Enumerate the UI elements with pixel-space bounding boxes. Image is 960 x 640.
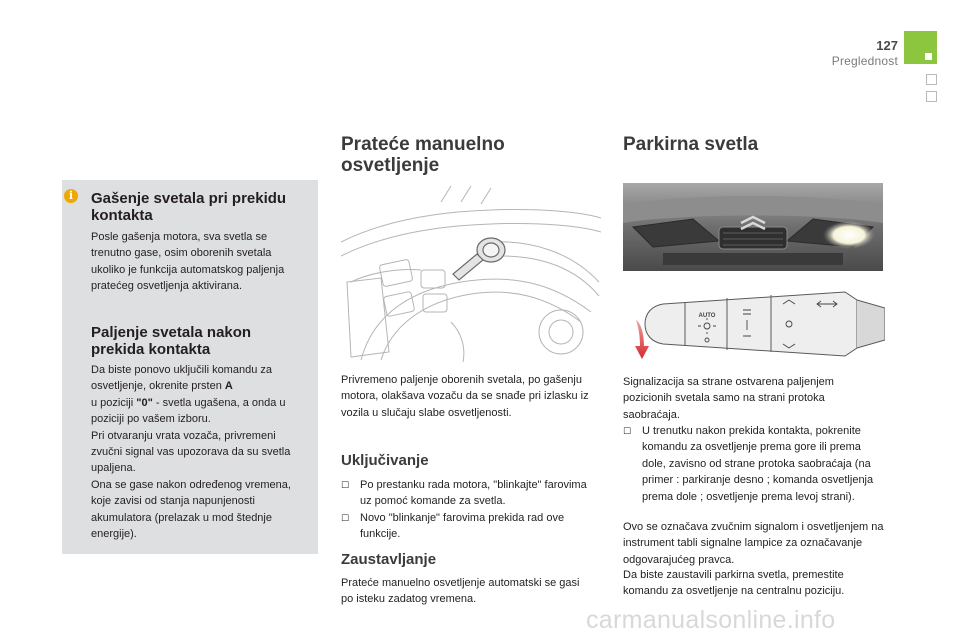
text-run: u poziciji bbox=[91, 396, 137, 409]
text-run: Da biste ponovo uključili komandu za osvetljenje, okrenite prsten bbox=[91, 364, 272, 393]
right-paragraph-2: Ovo se označava zvučnim signalom i osvetljenjem na instrument tabli signalne lampice za označavanje odgovarajućeg pravca. bbox=[623, 521, 884, 566]
text-run: Pri otvaranju vrata vozača, privremeni zvučni signal vas upozorava da su svetla upaljena. bbox=[91, 429, 291, 475]
dashboard-illustration bbox=[341, 182, 601, 362]
chapter-tab[interactable] bbox=[926, 74, 937, 85]
list-item bbox=[341, 477, 597, 510]
lighting-stalk-illustration bbox=[623, 290, 885, 362]
title-line: osvetljenje bbox=[341, 155, 440, 176]
info-box-title: Gašenje svetala pri prekidu kontakta bbox=[91, 190, 287, 224]
right-paragraph-3: Da biste zaustavili parkirna svetla, premestite komandu za osvetljenje na centralnu poziciju. bbox=[623, 569, 845, 598]
section2-text: Prateće manuelno osvetljenje automatski se gasi po isteku zadatog vremena. bbox=[341, 577, 580, 606]
position-label: "0" bbox=[136, 396, 153, 409]
middle-intro: Privremeno paljenje oborenih svetala, po gašenju motora, olakšava vozaču da se snađe pri izlasku iz vozila u slučaju slabe osvetljenosti. bbox=[341, 374, 589, 419]
list-item bbox=[623, 423, 885, 505]
list-item bbox=[341, 510, 597, 543]
section-title-zaustavljanje: Zaustavljanje bbox=[341, 551, 437, 568]
arrow-down-icon bbox=[632, 318, 654, 360]
list-item-text: U trenutku nakon prekida kontakta, pokrenite komandu za osvetljenje prema gore ili prema dole, zavisno od strane protoka saobraćaja (na primer : parkiranje desno ; komanda osvetljenja prema dole ; osvetljenje prema levoj strani). bbox=[642, 425, 874, 503]
tab-marker-icon bbox=[925, 53, 932, 60]
watermark: carmanualsonline.info bbox=[586, 606, 836, 634]
ring-label: A bbox=[224, 380, 233, 393]
auto-label: AUTO bbox=[698, 313, 716, 319]
car-front-photo bbox=[623, 183, 883, 271]
title-line: Prateće manuelno bbox=[341, 134, 505, 155]
bullet-list bbox=[341, 477, 597, 543]
text-run: Ona se gase nakon određenog vremena, koje zavisi od stanja napunjenosti akumulatora (prelazak u mod štednje energije). bbox=[91, 478, 291, 541]
checkbox-bullet-icon: ☐ bbox=[341, 512, 350, 523]
right-title-text: Parkirna svetla bbox=[623, 134, 759, 155]
info-icon: i bbox=[64, 189, 78, 203]
chapter-tab-active[interactable] bbox=[904, 31, 937, 64]
checkbox-bullet-icon: ☐ bbox=[341, 480, 350, 490]
chapter-tab[interactable] bbox=[926, 91, 937, 102]
checkbox-bullet-icon: ☐ bbox=[623, 426, 632, 436]
right-bullet bbox=[623, 423, 885, 505]
right-paragraph-1: Signalizacija sa strane ostvarena paljenjem pozicionih svetala samo na strani protoka saobraćaja. bbox=[623, 376, 834, 421]
right-title bbox=[623, 134, 873, 155]
list-item-text: Po prestanku rada motora, "blinkajte" farovima uz pomoć komande za svetla. bbox=[360, 479, 587, 508]
list-item-text: Novo "blinkanje" farovima prekida rad ove funkcije. bbox=[360, 511, 565, 541]
info-box-paragraph: Posle gašenja motora, sva svetla se trenutno gase, osim oborenih svetala ukoliko je funkcija automatskog paljenja pratećeg osvetljenja aktivirana. bbox=[91, 231, 285, 293]
text-run: - svetla ugašena, a onda u poziciji po vašem izboru. bbox=[91, 396, 286, 426]
section-name: Preglednost bbox=[831, 54, 898, 68]
section-title-ukljucivanje: Uključivanje bbox=[341, 452, 429, 469]
middle-title bbox=[341, 134, 601, 176]
info-box-paragraph-2 bbox=[91, 362, 297, 542]
page-number: 127 bbox=[876, 38, 898, 53]
info-box-subtitle: Paljenje svetala nakon prekida kontakta bbox=[91, 324, 252, 358]
